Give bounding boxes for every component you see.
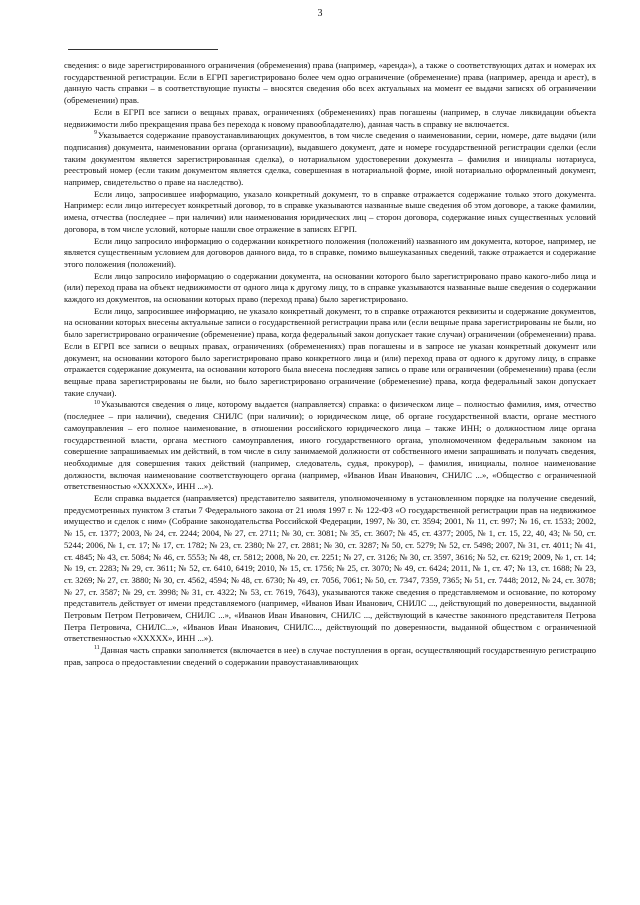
footnote-paragraph: Если лицо, запросившее информацию, не указало конкретный документ, то в справке отражаются реквизиты и содержание документов, на основании которых внесены актуальные записи о государственной регистрации права или (если вещные права зарегистрированы не были, но было зарегистрировано ограничение (обременение) права, когда федеральный закон допускает такие случаи) ограничении (обременении) права. Если в ЕГРП все записи о вещных правах, ограничениях (обременениях) прав погашены и в запросе не указан конкретный документ или документ, на основании которого было зарегистрировано право конкретного лица и (или) переход права от одного к другому лицу, в справке отражается содержание документа, на основании которого была внесена последняя запись о праве или ограничении (обременении) права (если вещные права зарегистрированы не были, но было зарегистрировано ограничение (обременение) права, когда федеральный закон допускает такие случаи). xyxy=(64,305,596,398)
footnote-paragraph: $^{10}$Указываются сведения о лице, которому выдается (направляется) справка: о физическом лице – полностью фамилия, имя, отчество (последнее – при наличии), сведения СНИЛС (при наличии); о юридическом лице, об органе государственной власти, органе местного самоуправления – его полное наименование, в отношении российского юридического лица – также ИНН; о должностном лице органа государственной власти, органа местного самоуправления, иного государственного органа, уполномоченном федеральным законом на совершение запрашиваемых им действий, в том числе в силу занимаемой должности от собственного имени запрашивать и получать сведения, необходимые для совершения таких действий (например, следователь, судья, прокурор), – фамилия, инициалы, полное наименование должности, включая наименование соответствующего органа (например, «Иванов Иван Иванович, СНИЛС ...», «Общество с ограниченной ответственностью «ХХХХХ», ИНН ...»). xyxy=(64,399,596,492)
footnote-paragraph: $^9$Указывается содержание правоустанавливающих документов, в том числе сведения о наименовании, серии, номере, дате выдачи (или подписания) документа, наименовании органа (организации), выдавшего документ, дате и номере государственной регистрации сделки (если таким документом является зарегистрированная сделка), о нотариальном удостоверении документа – фамилия и инициалы нотариуса, реестровый номер (если таким документом является сделка, совершенная в нотариальной форме, иной нотариально оформленный документ, например, свидетельство о праве на наследство). xyxy=(64,130,596,188)
page-number: 3 xyxy=(317,8,323,19)
footnote-paragraph: Если лицо запросило информацию о содержании конкретного положения (положений) названного им документа, которое, например, не является существенным условием для договоров данного вида, то в справке, помимо вышеуказанных сведений, также отражается и содержание этого положения (положений). xyxy=(64,235,596,269)
footnote-paragraph: Если справка выдается (направляется) представителю заявителя, уполномоченному в установленном порядке на получение сведений, предусмотренных пунктом 3 статьи 7 Федерального закона от 21 июля 1997 г. № 122-ФЗ «О государственной регистрации прав на недвижимое имущество и сделок с ним» (Собрание законодательства Российской Федерации, 1997, № 30, ст. 3594; 2001, № 11, ст. 997; № 16, ст. 1533; 2002, № 15, ст. 1377; 2003, № 24, ст. 2244; 2004, № 27, ст. 2711; № 30, ст. 3081; № 35, ст. 3607; № 45, ст. 4377; 2005, № 1, ст. 15, 22, 40, 43; № 50, ст. 5244; 2006, № 1, ст. 17; № 17, ст. 1782; № 23, ст. 2380; № 27, ст. 2881; № 30, ст. 3287; № 50, ст. 5279; № 52, ст. 5498; 2007, № 31, ст. 4011; № 41, ст. 4845; № 43, ст. 5084; № 46, ст. 5553; № 48, ст. 5812; 2008, № 20, ст. 2251; № 27, ст. 3126; № 30, ст. 3597, 3616; № 52, ст. 6219; 2009, № 1, ст. 14; № 19, ст. 2283; № 29, ст. 3611; № 52, ст. 6410, 6419; 2010, № 15, ст. 1756; № 25, ст. 3070; № 49, ст. 6424; 2011, № 1, ст. 47; № 13, ст. 1688; № 23, ст. 3269; № 27, ст. 3880; № 30, ст. 4562, 4594; № 48, ст. 6730; № 49, ст. 7056, 7061; № 50, ст. 7347, 7359, 7365; № 51, ст. 7448; 2012, № 24, ст. 3078; № 27, ст. 3587; № 29, ст. 3998; № 31, ст. 4322; № 53, ст. 7619, 7643), указываются также сведения о представляемом и основание, по которому представитель действует от имени представляемого (например, «Иванов Иван Иванович, СНИЛС ..., действующий по доверенности, выданной Петровым Петром Петровичем, СНИЛС ...», «Иванов Иван Иванович, СНИЛС ..., действующий в качестве законного представителя Петрова Петра Петровича, СНИЛС...», «Иванов Иван Иванович, СНИЛС..., действующий по доверенности, выданной обществом с ограниченной ответственностью «ХХХХХ», ИНН ...»). xyxy=(64,493,596,644)
footnote-paragraph: Если в ЕГРП все записи о вещных правах, ограничениях (обременениях) прав погашены (например, в случае ликвидации объекта недвижимости либо прекращения права без перехода к новому правообладателю), данная часть в справку не включается. xyxy=(64,106,596,129)
footnote-marker: 11 xyxy=(94,645,100,652)
footnote-paragraph: $^{11}$Данная часть справки заполняется (включается в нее) в случае поступления в орган, осуществляющий государственную регистрацию прав, запроса о предоставлении сведений о содержании правоустанавливающих xyxy=(64,645,596,667)
footnote-paragraph: сведения: о виде зарегистрированного ограничения (обременения) права (например, «аренда»), а также о соответствующих датах и номерах их государственной регистрации. Если в ЕГРП зарегистрировано более чем одно ограничение (обременение) права (например, аренда и арест), в данную часть справки – в соответствующие пункты – вносятся сведения обо всех актуальных на момент ее выдачи записях об ограничении (обременении) прав. xyxy=(64,60,596,106)
footnotes-body xyxy=(64,60,596,669)
footnote-marker: 10 xyxy=(94,399,100,406)
footnote-marker: 9 xyxy=(94,130,97,137)
footnote-paragraph: Если лицо, запросившее информацию, указало конкретный документ, то в справке отражается содержание только этого документа. Например: если лицо интересует конкретный договор, то в справке указываются названные выше сведения об этом договоре, а также фамилии, имена, отчества (последнее – при наличии) или наименования юридических лиц – сторон договора, содержание иных существенных условий договора, в том числе условий, которые нашли свое отражение в записях ЕГРП. xyxy=(64,188,596,234)
footnote-separator xyxy=(68,49,218,50)
footnote-paragraph: Если лицо запросило информацию о содержании документа, на основании которого было зарегистрировано право какого-либо лица и (или) переход права на объект недвижимости от одного лица к другому лицу, то в справке указываются названные выше сведения о содержании каждого из документов, на основании которых право (переход права) было зарегистрировано. xyxy=(64,270,596,305)
